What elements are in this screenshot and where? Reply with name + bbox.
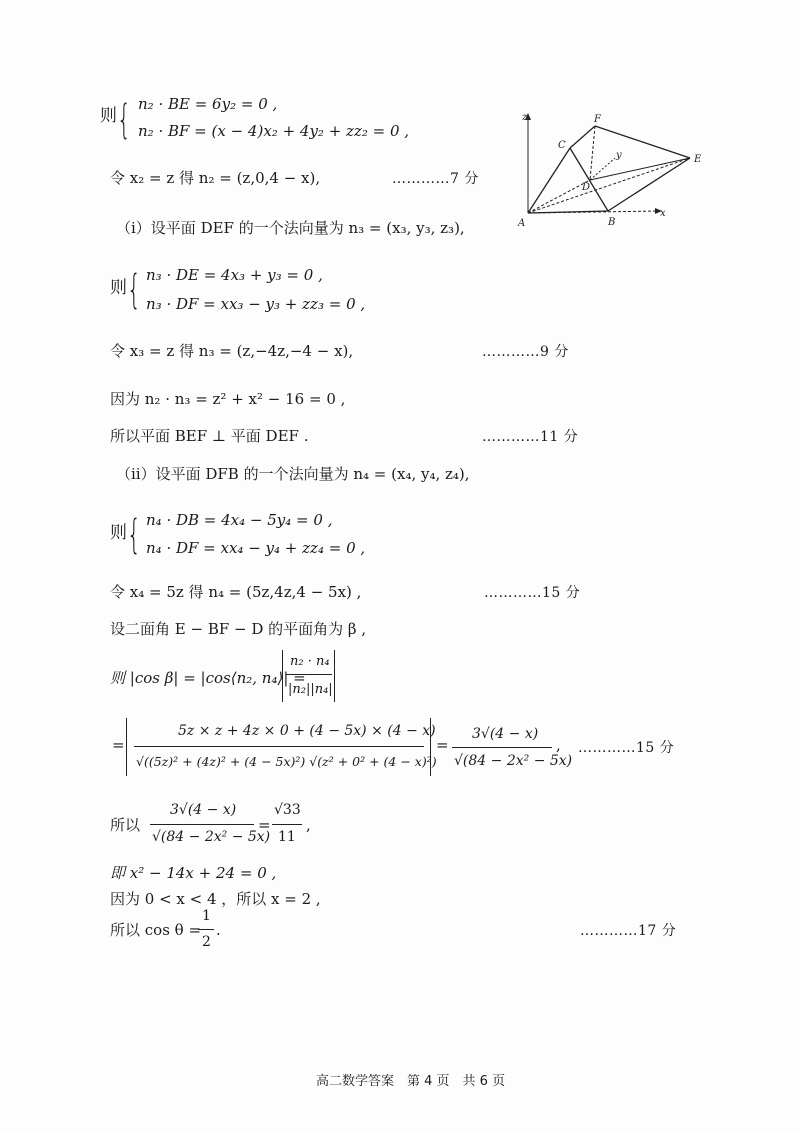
edge-cf	[570, 126, 595, 148]
eq-sign-1: =	[112, 736, 125, 754]
label-y: y	[616, 150, 622, 161]
let-x3: 令 x₃ = z 得 n₃ = (z,−4z,−4 − x),	[110, 342, 354, 360]
eq-bar	[150, 824, 254, 825]
result-den: √(84 − 2x² − 5x)	[454, 753, 573, 769]
score-15: …………15 分	[578, 740, 675, 756]
so-label: 所以	[110, 816, 141, 834]
final-post: .	[216, 921, 221, 939]
eq-num: 3√(4 − x)	[170, 802, 237, 818]
big-abs-right	[430, 718, 431, 776]
geometry-figure	[510, 108, 710, 233]
eq-den: √(84 − 2x² − 5x)	[152, 829, 271, 845]
ze-label-1: 则	[100, 106, 117, 126]
result-num: 3√(4 − x)	[472, 726, 539, 742]
eq-tail: ,	[306, 816, 311, 834]
edge-cb	[570, 148, 608, 211]
set-beta: 设二面角 E − BF − D 的平面角为 β ,	[110, 620, 367, 638]
score-11: …………11 分	[482, 429, 579, 445]
range-result: 因为 0 < x < 4 ，所以 x = 2 ,	[110, 890, 321, 908]
big-num: 5z × z + 4z × 0 + (4 − 5x) × (4 − x)	[178, 723, 436, 739]
eq-n3-df: n₃ · DF = xx₃ − y₃ + zz₃ = 0 ,	[146, 295, 366, 313]
score-13: …………15 分	[484, 585, 581, 601]
eq-sign-2: =	[436, 736, 449, 754]
edge-fe	[595, 126, 690, 158]
edge-de	[590, 158, 690, 180]
label-a: A	[518, 218, 526, 229]
y-axis	[590, 158, 615, 180]
score-17: …………17 分	[580, 923, 677, 939]
score-9: …………9 分	[482, 344, 569, 360]
let-x2: 令 x₂ = z 得 n₂ = (z,0,4 − x),	[110, 169, 321, 187]
eq-n4-df: n₄ · DF = xx₄ − y₄ + zz₄ = 0 ,	[146, 539, 366, 557]
label-c: C	[558, 140, 566, 151]
eq-n2-bf: n₂ · BF = (x − 4)x₂ + 4y₂ + zz₂ = 0 ,	[138, 122, 410, 140]
ze-label-2: 则	[110, 278, 127, 298]
edge-ae	[528, 158, 690, 213]
big-abs-left	[126, 718, 127, 776]
conclusion-perp: 所以平面 BEF ⊥ 平面 DEF .	[110, 427, 309, 445]
cos-frac-bar	[286, 674, 332, 675]
rhs-den: 11	[278, 829, 296, 845]
ze-label-3: 则	[110, 523, 127, 543]
edge-ab	[528, 211, 608, 213]
brace-3: {	[127, 512, 141, 558]
eq-n4-db: n₄ · DB = 4x₄ − 5y₄ = 0 ,	[146, 511, 333, 529]
eq-n3-de: n₃ · DE = 4x₃ + y₃ = 0 ,	[146, 266, 323, 284]
score-7: …………7 分	[392, 171, 479, 187]
result-bar	[452, 747, 552, 748]
edge-ad	[528, 180, 590, 213]
final-bar	[198, 929, 214, 930]
cos-frac-den: |n₂||n₄|	[288, 682, 333, 697]
big-frac-bar	[134, 746, 424, 747]
final-num: 1	[202, 908, 211, 924]
part-i-intro: （ⅰ）设平面 DEF 的一个法向量为 n₃ = (x₃, y₃, z₃),	[116, 219, 465, 237]
label-f: F	[594, 114, 601, 125]
edge-fd	[590, 126, 595, 180]
edge-be	[608, 158, 690, 211]
label-e: E	[694, 154, 702, 165]
label-x: x	[660, 208, 666, 219]
abs-left	[282, 650, 283, 702]
because-perp: 因为 n₂ · n₃ = z² + x² − 16 = 0 ,	[110, 390, 346, 408]
let-x4: 令 x₄ = 5z 得 n₄ = (5z,4z,4 − 5x) ,	[110, 583, 362, 601]
edge-ac	[528, 148, 570, 213]
big-den: √((5z)² + (4z)² + (4 − 5x)²) √(z² + 0² + (4 − x)²)	[136, 754, 437, 769]
cos-frac-num: n₂ · n₄	[290, 654, 330, 669]
page-footer: 高二数学答案 第 4 页 共 6 页	[316, 1074, 506, 1089]
label-d: D	[582, 182, 591, 193]
label-b: B	[608, 217, 616, 228]
final-den: 2	[202, 934, 211, 950]
quadratic: 即 x² − 14x + 24 = 0 ,	[110, 864, 277, 882]
brace-1: {	[117, 97, 131, 143]
abs-right	[334, 650, 335, 702]
cos-beta-lhs: 则 |cos β| = |cos⟨n₂, n₄⟩| =	[110, 669, 306, 687]
rhs-bar	[272, 824, 302, 825]
label-z: z	[522, 112, 528, 123]
final-pre: 所以 cos θ =	[110, 921, 202, 939]
part-ii-intro: （ⅱ）设平面 DFB 的一个法向量为 n₄ = (x₄, y₄, z₄),	[116, 465, 470, 483]
rhs-num: √33	[274, 802, 301, 818]
brace-2: {	[127, 267, 141, 313]
eq-equals: =	[258, 816, 271, 834]
eq-n2-be: n₂ · BE = 6y₂ = 0 ,	[138, 95, 278, 113]
